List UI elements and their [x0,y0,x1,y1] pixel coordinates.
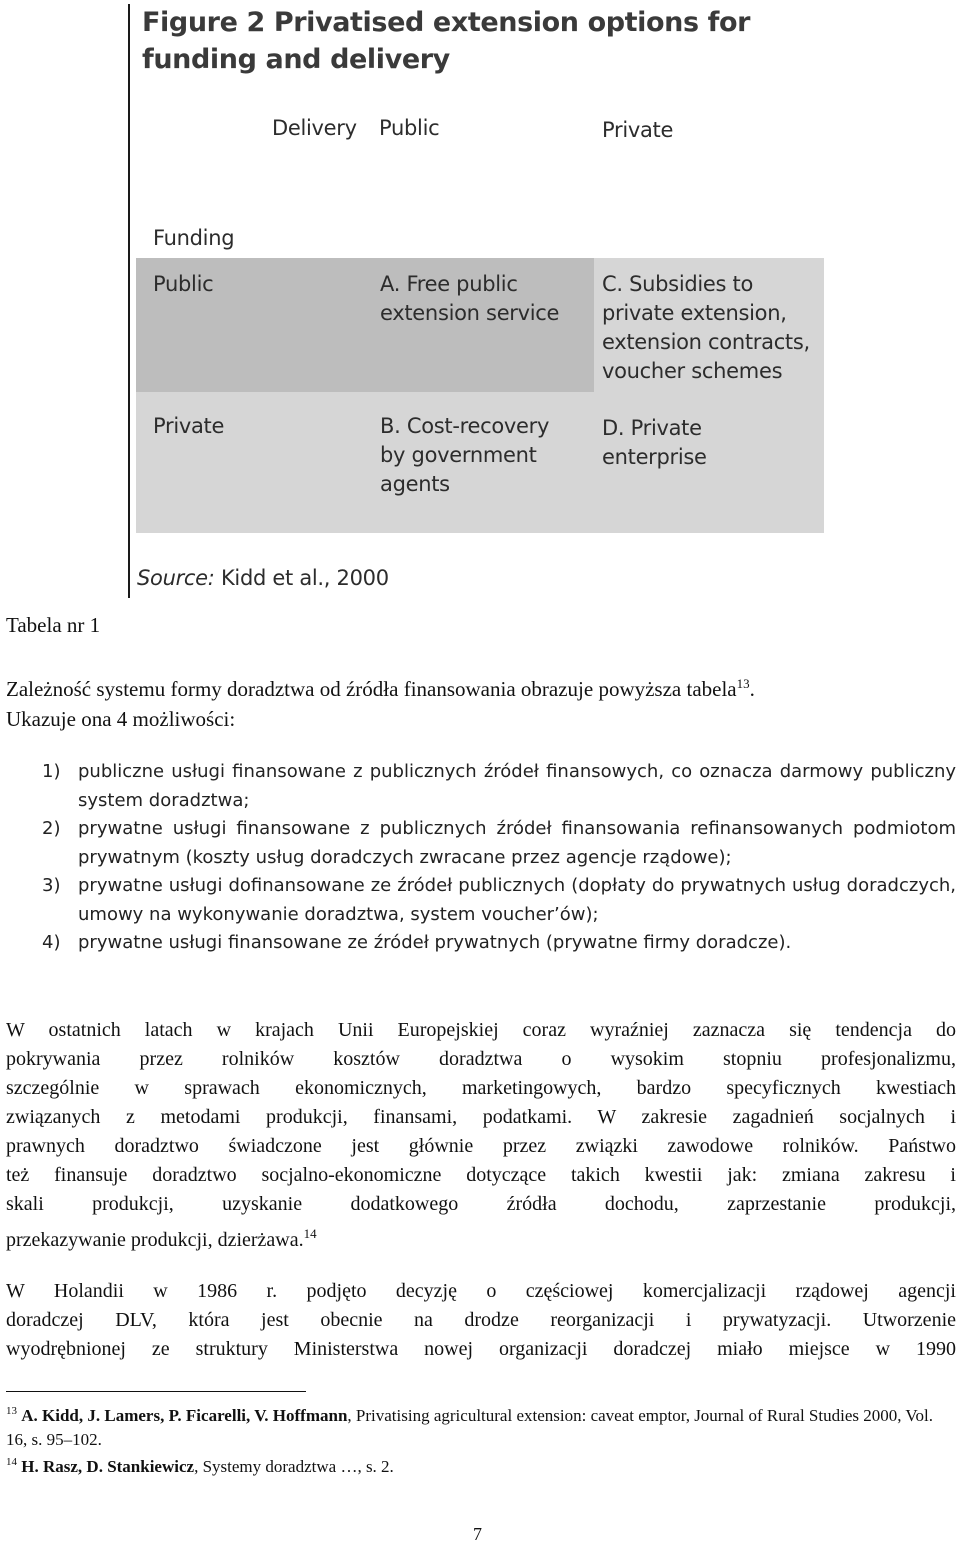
para1-last-line-text: przekazywanie produkcji, dzierżawa. [6,1229,304,1251]
footnote-number: 14 [6,1456,17,1468]
intro-line-2: Ukazuje ona 4 możliwości: [6,707,236,731]
page-number: 7 [473,1524,482,1544]
list-item [6,758,956,815]
footnote-authors: A. Kidd, J. Lamers, P. Ficarelli, V. Hoffmann [21,1406,348,1425]
footnote-text: , Systemy doradztwa …, s. 2. [194,1457,394,1476]
intro-paragraph [6,669,956,734]
funding-delivery-matrix [136,106,824,533]
intro-text-1: Zależność systemu formy doradztwa od źródła finansowania obrazuje powyższa tabela [6,677,737,701]
row-private-header: Private [153,414,225,438]
para1-line: W ostatnich latach w krajach Unii Europejskiej coraz wyraźniej zaznacza się tendencja do [6,1019,956,1041]
list-item [6,929,956,958]
intro-period: . [749,677,755,701]
para1-line: też finansuje doradztwo socjalno-ekonomiczne dotyczące takich kwestii jak: zmiana zakresu i [6,1164,956,1186]
para1-last-line [6,1219,956,1255]
footnote-separator [6,1391,306,1392]
cell-b: B. Cost-recovery by government agents [380,414,550,496]
table-caption: Tabela nr 1 [6,613,101,637]
row-public-header: Public [153,272,214,296]
list-item-text: prywatne usługi finansowane z publicznych źródeł finansowania refinansowanych podmiotom prywatnym (koszty usług doradczych zwracane przez agencje rządowe); [78,818,956,868]
para2-line: W Holandii w 1986 r. podjęto decyzję o częściowej komercjalizacji rządowej agencji [6,1280,956,1302]
source-label: Source: [137,566,215,590]
list-item-number: 4) [42,932,61,953]
footnote-13 [6,1399,956,1452]
footnote-authors: H. Rasz, D. Stankiewicz [21,1457,195,1476]
col-private-header: Private [602,118,674,142]
list-item [6,872,956,929]
list-item-number: 1) [42,761,61,782]
para1-line: skali produkcji, uzyskanie dodatkowego źródła dochodu, zaprzestanie produkcji, [6,1193,956,1215]
funding-header: Funding [153,226,235,250]
footnote-14 [6,1450,956,1479]
list-item-text: publiczne usługi finansowane z publicznych źródeł finansowych, co oznacza darmowy publiczny system doradztwa; [78,761,956,811]
figure-left-rule [128,4,130,598]
figure-title: Figure 2 Privatised extension options for funding and delivery [142,7,751,75]
source-text: Kidd et al., 2000 [214,566,389,590]
footnote-ref-13[interactable]: 13 [736,676,750,691]
col-public-header: Public [379,116,440,140]
cell-c: C. Subsidies to private extension, extension contracts, voucher schemes [602,272,810,383]
para1-line: pokrywania przez rolników kosztów doradztwa o wysokim stopniu profesjonalizmu, [6,1048,956,1070]
para1-line: prawnych doradztwo świadczone jest głównie przez związki zawodowe rolników. Państwo [6,1135,956,1157]
body-paragraph-2 [6,1277,956,1364]
list-item-text: prywatne usługi dofinansowane ze źródeł publicznych (dopłaty do prywatnych usług doradczych, umowy na wykonywanie doradztwa, system voucher’ów); [78,875,956,925]
list-item-text: prywatne usługi finansowane ze źródeł prywatnych (prywatne firmy doradcze). [78,932,792,953]
list-item-number: 2) [42,818,61,839]
list-item-number: 3) [42,875,61,896]
body-paragraph-1 [6,1016,956,1255]
para1-line: związanych z metodami produkcji, finansami, podatkami. W zakresie zagadnień socjalnych i [6,1106,956,1128]
cell-a: A. Free public extension service [380,272,560,325]
list-item [6,815,956,872]
para2-line: wyodrębnionej ze struktury Ministerstwa nowej organizacji doradczej miało miejsce w 1990 [6,1338,956,1360]
para2-line: doradczej DLV, która jest obecnie na drodze reorganizacji i prywatyzacji. Utworzenie [6,1309,956,1331]
delivery-header: Delivery [272,116,357,140]
footnote-ref-14[interactable]: 14 [303,1226,317,1241]
footnote-number: 13 [6,1405,17,1417]
para1-line: szczególnie w sprawach ekonomicznych, marketingowych, bardzo specyficznych kwestiach [6,1077,956,1099]
footnote-text: , Privatising agricultural extension: caveat emptor, Journal of Rural Studies 2000, Vol. 16, s. 95–102. [6,1406,933,1449]
cell-d: D. Private enterprise [602,416,707,469]
intro-line-1 [6,669,956,704]
options-list [6,758,956,958]
figure-source [137,566,389,590]
